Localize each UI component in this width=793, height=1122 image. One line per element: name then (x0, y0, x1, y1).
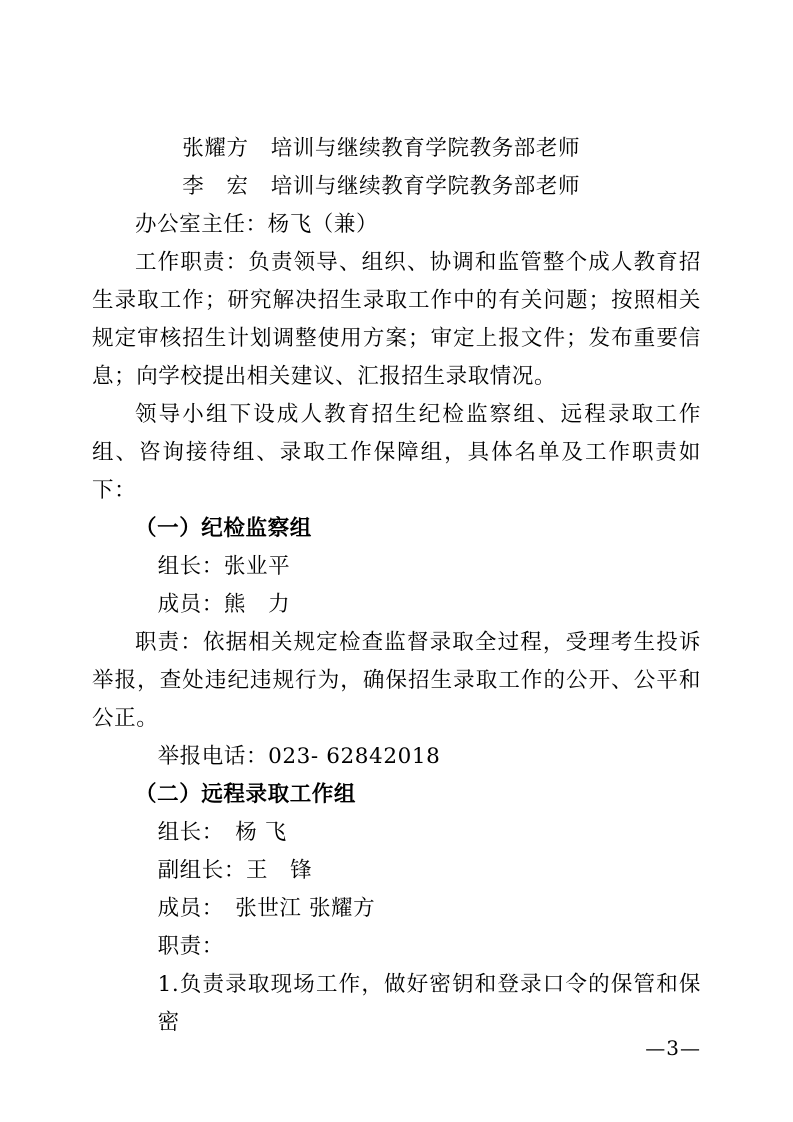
paragraph-group-leader-two: 组长： 杨 飞 (157, 820, 287, 845)
paragraph-member-li-hong: 李 宏 培训与继续教育学院教务部老师 (182, 174, 581, 199)
paragraph-subgroups-overview: 领导小组下设成人教育招生纪检监察组、远程录取工作组、咨询接待组、录取工作保障组，具体名单及工作职责如下： (92, 402, 701, 503)
document-body (92, 130, 701, 1042)
paragraph-group-leader-one: 组长：张业平 (157, 554, 291, 579)
paragraph-office-director: 办公室主任：杨飞（兼） (135, 212, 379, 237)
page-number: —3— (645, 1036, 701, 1060)
paragraph-group-members-two: 成员： 张世江 张耀方 (157, 896, 376, 921)
heading-section-two: （二）远程录取工作组 (135, 782, 357, 807)
paragraph-deputy-leader-two: 副组长：王 锋 (157, 858, 313, 883)
paragraph-group-member-one: 成员：熊 力 (157, 592, 291, 617)
paragraph-duties-one: 职责：依据相关规定检查监督录取全过程，受理考生投诉举报，查处违纪违规行为，确保招生录取工作的公开、公平和公正。 (92, 630, 701, 731)
paragraph-work-duties: 工作职责：负责领导、组织、协调和监管整个成人教育招生录取工作；研究解决招生录取工作中的有关问题；按照相关规定审核招生计划调整使用方案；审定上报文件；发布重要信息；向学校提出相关建议、汇报招生录取情况。 (92, 250, 701, 389)
paragraph-duties-label-two: 职责： (157, 934, 224, 959)
heading-section-one: （一）纪检监察组 (135, 516, 312, 541)
paragraph-report-phone: 举报电话：023- 62842018 (157, 744, 441, 769)
paragraph-duty-item-1: 1.负责录取现场工作，做好密钥和登录口令的保管和保密 (157, 972, 701, 1035)
paragraph-member-zhang-yaofang: 张耀方 培训与继续教育学院教务部老师 (182, 136, 581, 161)
